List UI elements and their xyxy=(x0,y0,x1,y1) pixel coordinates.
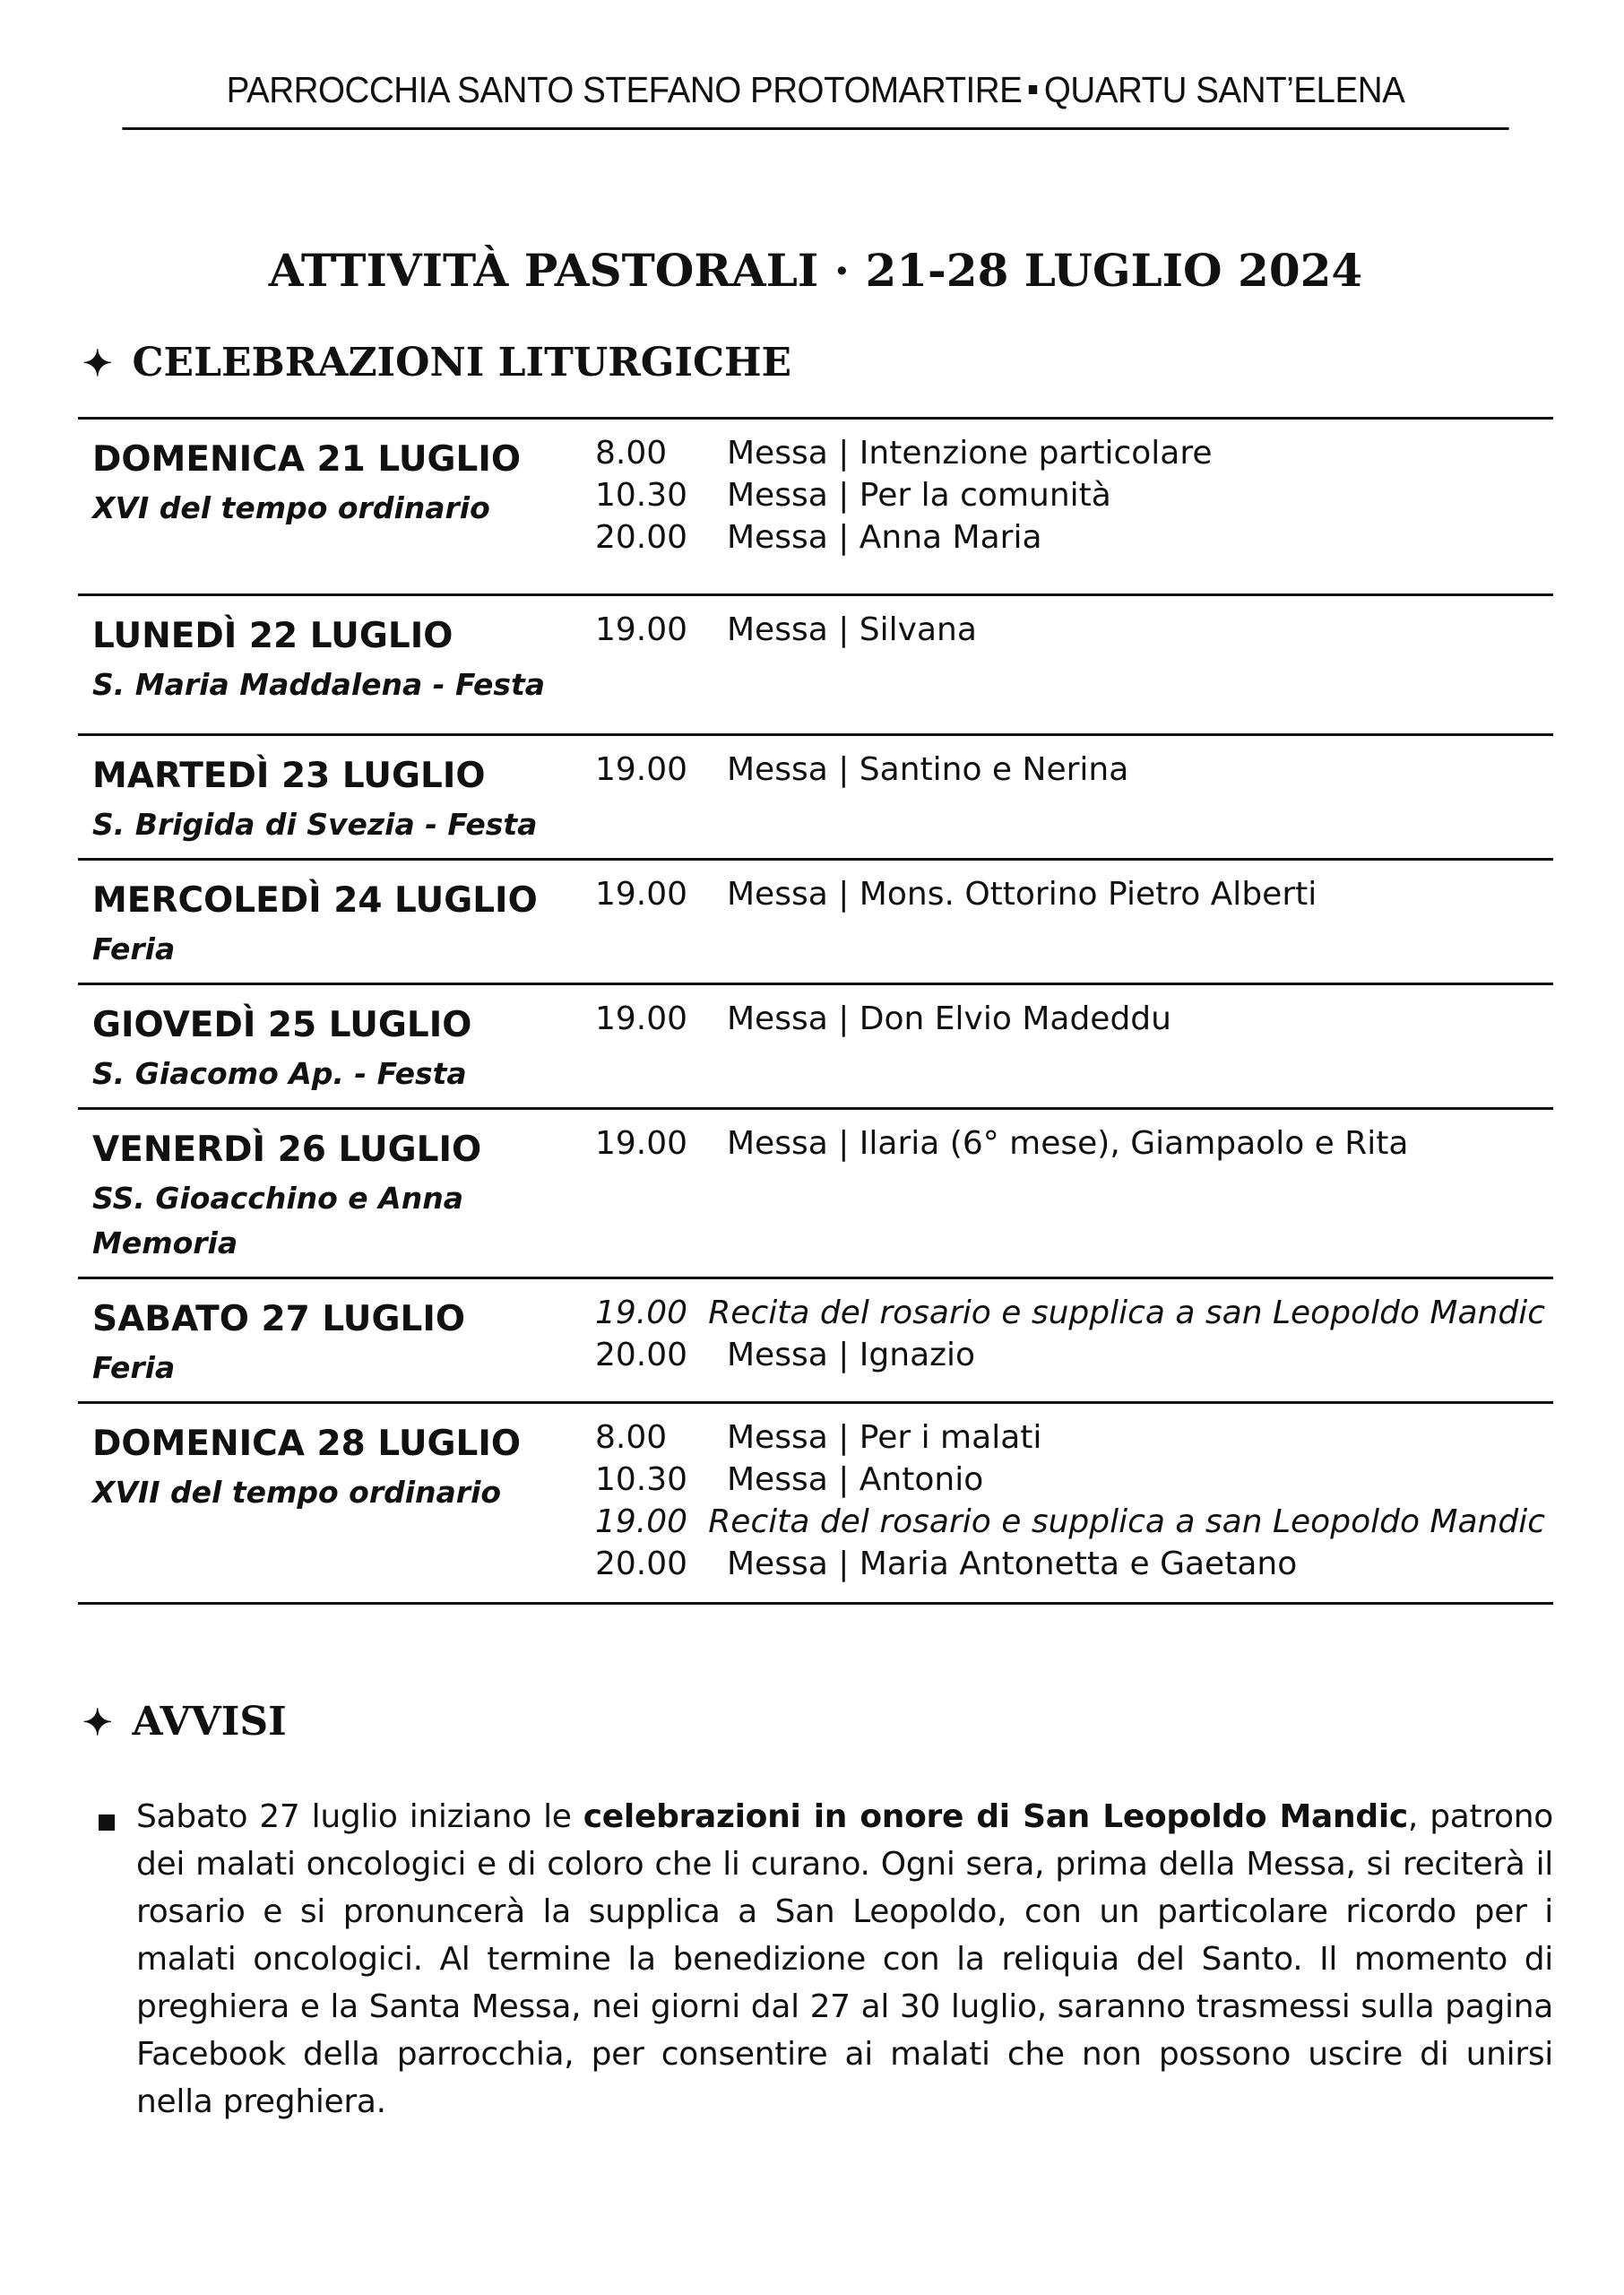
star-icon: ✦ xyxy=(82,342,113,385)
mass-time: 19.00 xyxy=(595,611,688,648)
mass-list xyxy=(595,873,1545,915)
star-icon: ✦ xyxy=(82,1702,113,1744)
page-header xyxy=(122,61,1508,130)
mass-intention: Messa | Ignazio xyxy=(727,1337,976,1373)
mass-intention: Messa | Antonio xyxy=(727,1461,984,1498)
notices-list xyxy=(99,1793,1553,2126)
day-info xyxy=(92,750,594,847)
day-info xyxy=(92,1124,594,1266)
mass-entry xyxy=(595,609,1545,651)
mass-entry xyxy=(595,1334,1545,1376)
day-info xyxy=(92,1418,594,1515)
liturgical-note: S. Giacomo Ap. - Festa xyxy=(92,1056,467,1091)
section-heading-avvisi xyxy=(82,1691,287,1754)
mass-list xyxy=(595,432,1545,559)
mass-time: 20.00 xyxy=(595,1546,688,1582)
celebrations-schedule xyxy=(78,417,1553,1605)
mass-intention: Messa | Silvana xyxy=(727,611,977,648)
day-info xyxy=(92,434,594,531)
square-bullet-icon xyxy=(99,1814,115,1831)
mass-intention: Messa | Intenzione particolare xyxy=(727,435,1213,472)
mass-intention: Messa | Mons. Ottorino Pietro Alberti xyxy=(727,876,1317,913)
day-row xyxy=(78,736,1553,861)
day-name: GIOVEDÌ 25 LUGLIO xyxy=(92,1005,472,1045)
liturgical-note: Feria xyxy=(92,931,176,966)
day-info xyxy=(92,611,594,707)
day-name: LUNEDÌ 22 LUGLIO xyxy=(92,616,454,656)
liturgical-note: S. Maria Maddalena - Festa xyxy=(92,667,546,702)
town-name: QUARTU SANT’ELENA xyxy=(1043,69,1405,110)
day-row xyxy=(78,1110,1553,1279)
day-row xyxy=(78,985,1553,1110)
mass-intention: Messa | Maria Antonetta e Gaetano xyxy=(727,1546,1298,1582)
liturgical-note: XVII del tempo ordinario xyxy=(92,1475,502,1510)
section-heading-celebrazioni xyxy=(82,332,791,395)
mass-time: 8.00 xyxy=(595,1419,668,1456)
notice-highlight: celebrazioni in onore di San Leopoldo Mandic xyxy=(583,1798,1408,1835)
mass-list xyxy=(595,749,1545,791)
day-name: DOMENICA 28 LUGLIO xyxy=(92,1424,522,1464)
mass-time: 19.00 xyxy=(595,876,688,913)
day-info xyxy=(92,875,594,972)
day-row xyxy=(78,1404,1553,1605)
mass-time: 19.00 xyxy=(595,751,688,788)
mass-time: 19.00 xyxy=(595,1503,688,1540)
mass-time: 19.00 xyxy=(595,1125,688,1162)
liturgical-note: S. Brigida di Svezia - Festa xyxy=(92,807,538,842)
page-title: ATTIVITÀ PASTORALI · 21-28 LUGLIO 2024 xyxy=(268,244,1363,297)
notice-text xyxy=(136,1793,1553,2126)
mass-time: 20.00 xyxy=(595,519,688,556)
mass-entry xyxy=(595,474,1545,516)
mass-entry xyxy=(595,873,1545,915)
mass-entry xyxy=(595,1459,1545,1501)
mass-time: 10.30 xyxy=(595,1461,688,1498)
mass-time: 19.00 xyxy=(595,1295,688,1331)
mass-time: 8.00 xyxy=(595,435,668,472)
day-row xyxy=(78,420,1553,596)
mass-entry xyxy=(595,998,1545,1040)
mass-intention: Recita del rosario e supplica a san Leopoldo Mandic xyxy=(708,1503,1545,1540)
liturgical-note: Feria xyxy=(92,1350,176,1385)
day-info xyxy=(92,1294,594,1390)
liturgical-note: Memoria xyxy=(92,1225,238,1260)
section-title: AVVISI xyxy=(132,1699,287,1745)
day-row xyxy=(78,861,1553,985)
mass-list xyxy=(595,1292,1545,1376)
mass-entry xyxy=(595,749,1545,791)
mass-intention: Messa | Santino e Nerina xyxy=(727,751,1129,788)
notice-text-start: Sabato 27 luglio iniziano le xyxy=(136,1798,583,1835)
day-name: SABATO 27 LUGLIO xyxy=(92,1299,465,1339)
day-name: MERCOLEDÌ 24 LUGLIO xyxy=(92,880,538,921)
day-name: VENERDÌ 26 LUGLIO xyxy=(92,1130,482,1170)
mass-entry xyxy=(595,516,1545,559)
mass-entry xyxy=(595,1543,1545,1585)
mass-entry xyxy=(595,1501,1545,1543)
notice-text-end: , patrono dei malati oncologici e di coloro che li curano. Ogni sera, prima della Messa, si reciterà il rosario e si pronuncerà la supplica a San Leopoldo, con un particolare ricordo per i malati oncologici. Al termine la benedizione con la reliquia del Santo. Il momento di preghiera e la Santa Messa, nei giorni dal 27 al 30 luglio, saranno trasmessi sulla pagina Facebook della parrocchia, per consentire ai malati che non possono uscire di unirsi nella preghiera. xyxy=(136,1798,1553,2120)
day-info xyxy=(92,1000,594,1096)
liturgical-note: XVI del tempo ordinario xyxy=(92,490,490,525)
day-name: DOMENICA 21 LUGLIO xyxy=(92,439,522,480)
mass-entry xyxy=(595,1292,1545,1334)
separator-dot xyxy=(1029,85,1037,94)
mass-time: 10.30 xyxy=(595,477,688,514)
mass-entry xyxy=(595,432,1545,474)
mass-intention: Messa | Per i malati xyxy=(727,1419,1042,1456)
mass-entry xyxy=(595,1122,1545,1165)
mass-intention: Messa | Don Elvio Madeddu xyxy=(727,1000,1171,1037)
mass-intention: Messa | Anna Maria xyxy=(727,519,1042,556)
liturgical-note: SS. Gioacchino e Anna xyxy=(92,1181,463,1216)
day-row xyxy=(78,1279,1553,1404)
mass-list xyxy=(595,1122,1545,1165)
mass-intention: Recita del rosario e supplica a san Leopoldo Mandic xyxy=(708,1295,1545,1331)
mass-entry xyxy=(595,1416,1545,1459)
mass-time: 20.00 xyxy=(595,1337,688,1373)
mass-list xyxy=(595,1416,1545,1585)
parish-name: PARROCCHIA SANTO STEFANO PROTOMARTIRE xyxy=(226,69,1023,110)
mass-time: 19.00 xyxy=(595,1000,688,1037)
mass-intention: Messa | Per la comunità xyxy=(727,477,1111,514)
mass-list xyxy=(595,609,1545,651)
notice-item xyxy=(99,1793,1553,2126)
day-name: MARTEDÌ 23 LUGLIO xyxy=(92,756,486,796)
day-row xyxy=(78,596,1553,736)
mass-list xyxy=(595,998,1545,1040)
section-title: CELEBRAZIONI LITURGICHE xyxy=(132,340,792,385)
mass-intention: Messa | Ilaria (6° mese), Giampaolo e Rita xyxy=(727,1125,1409,1162)
